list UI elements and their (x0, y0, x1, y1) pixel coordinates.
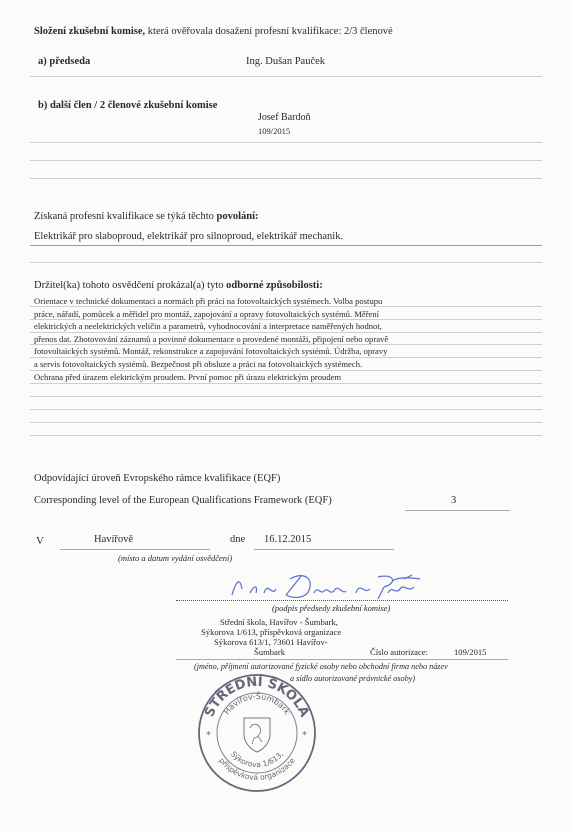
divider (30, 262, 542, 263)
signature-caption: (podpis předsedy zkušební komise) (272, 603, 391, 613)
competence-line: Orientace v technické dokumentaci a normách při práci na fotovoltaických systémech. Volba postupu (34, 296, 383, 306)
competence-intro (34, 280, 323, 291)
place-line (60, 549, 210, 550)
svg-text:příspěvková organizace: příspěvková organizace (217, 756, 297, 783)
divider (30, 160, 542, 161)
signature-line (176, 600, 508, 601)
divider (30, 245, 542, 246)
divider (30, 409, 542, 410)
qualification-intro-text: Získaná profesní kvalifikace se týká těchto (34, 211, 217, 222)
divider (30, 178, 542, 179)
auth-number: 109/2015 (454, 647, 487, 657)
org-line-1: Střední škola, Havířov - Šumbark, (220, 617, 338, 627)
issue-v: V (36, 535, 44, 547)
divider (30, 306, 542, 307)
org-caption-1: (jméno, příjmení autorizované fyzické osoby nebo obchodní firma nebo název (194, 662, 448, 671)
date-line (254, 549, 394, 550)
competence-line: práce, nářadí, pomůcek a měřidel pro montáž, zapojování a opravy fotovoltaických systémů. Měření (34, 308, 380, 319)
divider (30, 370, 542, 371)
school-stamp-icon (192, 668, 322, 798)
competence-intro-text: Držitel(ka) tohoto osvědčení prokázal(a) tyto (34, 280, 227, 291)
chair-label: a) předseda (38, 56, 91, 67)
svg-text:STŘEDNÍ ŠKOLA: STŘEDNÍ ŠKOLA (202, 674, 312, 720)
competence-line: elektrických a neelektrických veličin a parametrů, vyhodnocování a interpretace naměřených hodnot, (34, 321, 382, 332)
svg-text:*: * (302, 730, 307, 741)
issue-caption: (místo a datum vydání osvědčení) (118, 553, 233, 563)
competence-line: fotovoltaických systémů. Montáž, rekonstrukce a zapojování fotovoltaických systémů. Údržba, opravy (34, 346, 388, 357)
commission-heading-bold: Složení zkušební komise, (34, 26, 146, 37)
qualification-value: Elektrikář pro slaboproud, elektrikář pro silnoproud, elektrikář mechanik. (34, 231, 344, 242)
divider (30, 435, 542, 436)
chair-name: Ing. Dušan Pauček (246, 56, 326, 67)
member-label: b) další člen / 2 členové zkušební komise (38, 100, 218, 111)
org-line-4: Šumbark (254, 647, 286, 657)
divider (30, 344, 542, 345)
divider (30, 332, 542, 333)
eqf-level: 3 (451, 495, 457, 506)
commission-heading (34, 26, 393, 37)
eqf-cz: Odpovídající úroveň Evropského rámce kvalifikace (EQF) (34, 473, 281, 484)
divider (30, 383, 542, 384)
divider (30, 319, 542, 320)
eqf-en: Corresponding level of the European Qualifications Framework (EQF) (34, 495, 332, 506)
svg-text:*: * (206, 730, 211, 741)
competence-line: přenos dat. Zhotovování záznamů a povinné dokumentace o provedené montáži, připojení nebo opravě (34, 333, 389, 344)
eqf-level-line (405, 510, 510, 511)
svg-text:Havířov-Šumbark: Havířov-Šumbark (222, 691, 292, 717)
divider (30, 142, 542, 143)
issue-dne: dne (230, 534, 246, 545)
org-line-2: Sýkorova 1/613, příspěvková organizace (201, 627, 342, 637)
qualification-intro-bold: povolání: (216, 211, 259, 222)
issue-date: 16.12.2015 (264, 534, 312, 545)
competence-intro-bold: odborné způsobilosti: (226, 280, 323, 291)
auth-label: Číslo autorizace: (370, 647, 428, 657)
svg-text:Sýkorova 1/613,: Sýkorova 1/613, (228, 749, 286, 770)
competence-line: a servis fotovoltaických systémů. Bezpečnost při obsluze a práci na fotovoltaických systémech. (34, 358, 363, 369)
issue-place: Havířově (94, 534, 134, 545)
divider (30, 396, 542, 397)
qualification-intro (34, 211, 259, 222)
commission-heading-rest: která ověřovala dosažení profesní kvalifikace: 2/3 členové (145, 26, 393, 37)
competence-line: Ochrana před úrazem elektrickým proudem. První pomoc při úrazu elektrickým proudem (34, 371, 342, 382)
divider (30, 422, 542, 423)
org-line (176, 659, 508, 660)
org-line-3: Sýkorova 613/1, 73601 Havířov- (214, 637, 328, 647)
divider (30, 357, 542, 358)
divider (30, 76, 542, 77)
member-number: 109/2015 (258, 126, 291, 136)
org-caption-2: a sídlo autorizované právnické osoby) (290, 674, 416, 683)
member-name: Josef Bardoň (258, 112, 311, 123)
